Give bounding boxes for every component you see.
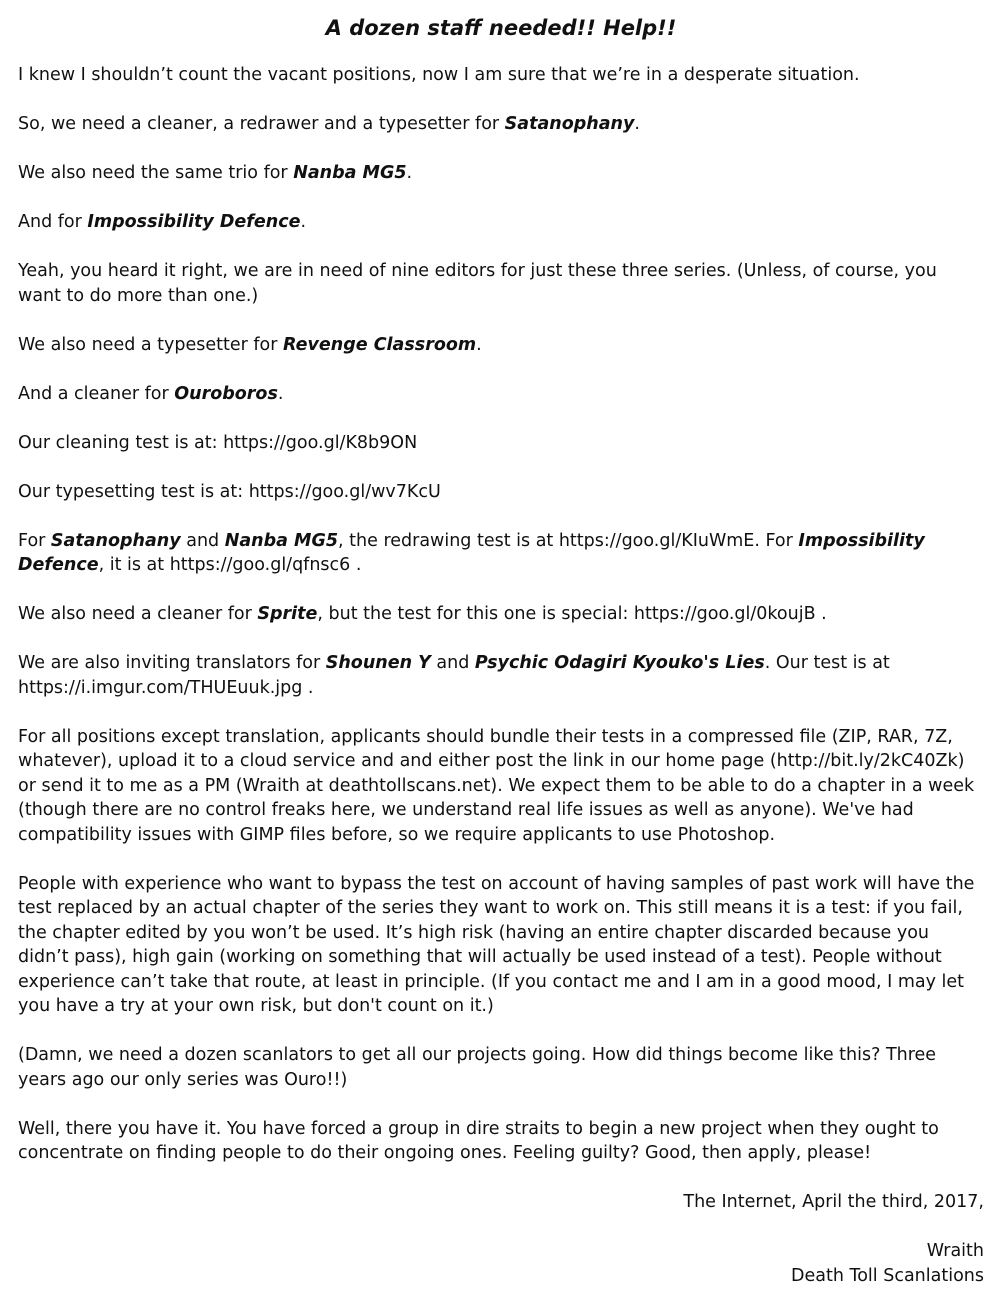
paragraph-intro: I knew I shouldn’t count the vacant positions, now I am sure that we’re in a desperate situation. bbox=[18, 65, 860, 85]
text-segment: . bbox=[476, 334, 482, 355]
paragraph-nine-editors: Yeah, you heard it right, we are in need of nine editors for just these three series. (Unless, of course, you want to do more than one.) bbox=[18, 261, 937, 306]
paragraph-translators bbox=[18, 651, 984, 700]
paragraph-application-instructions: For all positions except translation, applicants should bundle their tests in a compressed file (ZIP, RAR, 7Z, whatever), upload it to a cloud service and and either post the link in our home page (http://bit.ly/2kC40Zk) or send it to me as a PM (Wraith at deathtollscans.net). We expect them to be able to do a chapter in a week (though there are no control freaks here, we understand real life issues as well as anyone). We've had compatibility issues with GIMP files before, so we require applicants to use Photoshop. bbox=[18, 726, 975, 845]
impossibility-test-link[interactable]: https://goo.gl/qfnsc6 bbox=[169, 555, 351, 575]
sprite-test-link[interactable]: https://goo.gl/0koujB bbox=[633, 604, 816, 624]
series-name: Sprite bbox=[257, 604, 318, 624]
paragraph-nanba bbox=[18, 161, 984, 186]
series-name: Ouroboros bbox=[174, 383, 278, 404]
paragraph-closing: Well, there you have it. You have forced a group in dire straits to begin a new project when they ought to concentrate on finding people to do their ongoing ones. Feeling guilty? Good, then apply, please! bbox=[18, 1118, 939, 1163]
text-segment: We also need the same trio for bbox=[18, 163, 294, 183]
paragraph-redrawing-test bbox=[18, 529, 984, 578]
text-segment: We also need a cleaner for bbox=[18, 604, 258, 624]
signature-name: Wraith bbox=[926, 1241, 984, 1261]
text-segment: . bbox=[350, 555, 362, 575]
typesetting-test-link[interactable]: https://goo.gl/wv7KcU bbox=[248, 481, 441, 502]
paragraph-experience: People with experience who want to bypass the test on account of having samples of past work will have the test replaced by an actual chapter of the series they want to work on. This still means it is a test: if you fail, the chapter edited by you won’t be used. It’s high risk (having an entire chapter discarded because you didn’t pass), high gain (working on something that will actually be used instead of a test). People without experience can’t take that route, at least in principle. (If you contact me and I am in a good mood, I may let you have a try at your own risk, but don't count on it.) bbox=[18, 873, 975, 1016]
text-segment: . Our test is at bbox=[764, 653, 890, 673]
text-segment: So, we need a cleaner, a redrawer and a typesetter for bbox=[18, 114, 505, 134]
text-segment: . bbox=[300, 212, 307, 232]
series-name: Impossibility Defence bbox=[87, 212, 301, 232]
text-segment: For bbox=[18, 530, 51, 551]
paragraph-impossibility bbox=[18, 210, 984, 235]
text-segment: , it is at bbox=[98, 555, 170, 575]
paragraph-revenge bbox=[18, 333, 984, 358]
text-segment: Our typesetting test is at: bbox=[18, 481, 249, 502]
paragraph-typesetting-test bbox=[18, 480, 984, 505]
translation-test-link[interactable]: https://i.imgur.com/THUEuuk.jpg bbox=[18, 677, 303, 698]
text-segment: And for bbox=[18, 212, 88, 232]
series-name: Psychic Odagiri Kyouko's Lies bbox=[474, 653, 765, 673]
paragraph-ouroboros bbox=[18, 382, 984, 407]
series-name: Nanba MG5 bbox=[224, 530, 339, 551]
text-segment: . bbox=[815, 604, 827, 624]
text-segment: . bbox=[634, 114, 640, 134]
paragraph-satanophany bbox=[18, 112, 984, 137]
series-name: Impossibility Defence bbox=[18, 530, 925, 575]
series-name: Shounen Y bbox=[325, 653, 431, 673]
text-segment: . bbox=[302, 677, 314, 698]
paragraph-sprite bbox=[18, 602, 984, 627]
text-segment: . bbox=[406, 163, 413, 183]
text-segment: . bbox=[277, 383, 284, 404]
paragraph-cleaning-test bbox=[18, 431, 984, 456]
signature-group: Death Toll Scanlations bbox=[791, 1265, 984, 1286]
text-segment: . For bbox=[754, 530, 799, 551]
text-segment: , but the test for this one is special: bbox=[317, 604, 634, 624]
series-name: Nanba MG5 bbox=[293, 163, 407, 183]
dateline: The Internet, April the third, 2017, bbox=[683, 1192, 984, 1212]
cleaning-test-link[interactable]: https://goo.gl/K8b9ON bbox=[223, 432, 418, 453]
text-segment: And a cleaner for bbox=[18, 383, 175, 404]
text-segment: We are also inviting translators for bbox=[18, 653, 326, 673]
text-segment: Our cleaning test is at: bbox=[18, 432, 224, 453]
series-name: Satanophany bbox=[504, 114, 635, 134]
series-name: Satanophany bbox=[50, 530, 181, 551]
text-segment: , the redrawing test is at bbox=[338, 530, 559, 551]
redrawing-test-link[interactable]: https://goo.gl/KIuWmE bbox=[558, 530, 755, 551]
text-segment: and bbox=[180, 530, 225, 551]
series-name: Revenge Classroom bbox=[283, 334, 477, 355]
text-segment: and bbox=[430, 653, 475, 673]
text-segment: We also need a typesetter for bbox=[18, 334, 284, 355]
signature bbox=[18, 1239, 984, 1288]
page-title: A dozen staff needed!! Help!! bbox=[325, 16, 677, 40]
paragraph-dozen-scanlators: (Damn, we need a dozen scanlators to get all our projects going. How did things become like this? Three years ago our only series was Ouro!!) bbox=[18, 1045, 937, 1090]
